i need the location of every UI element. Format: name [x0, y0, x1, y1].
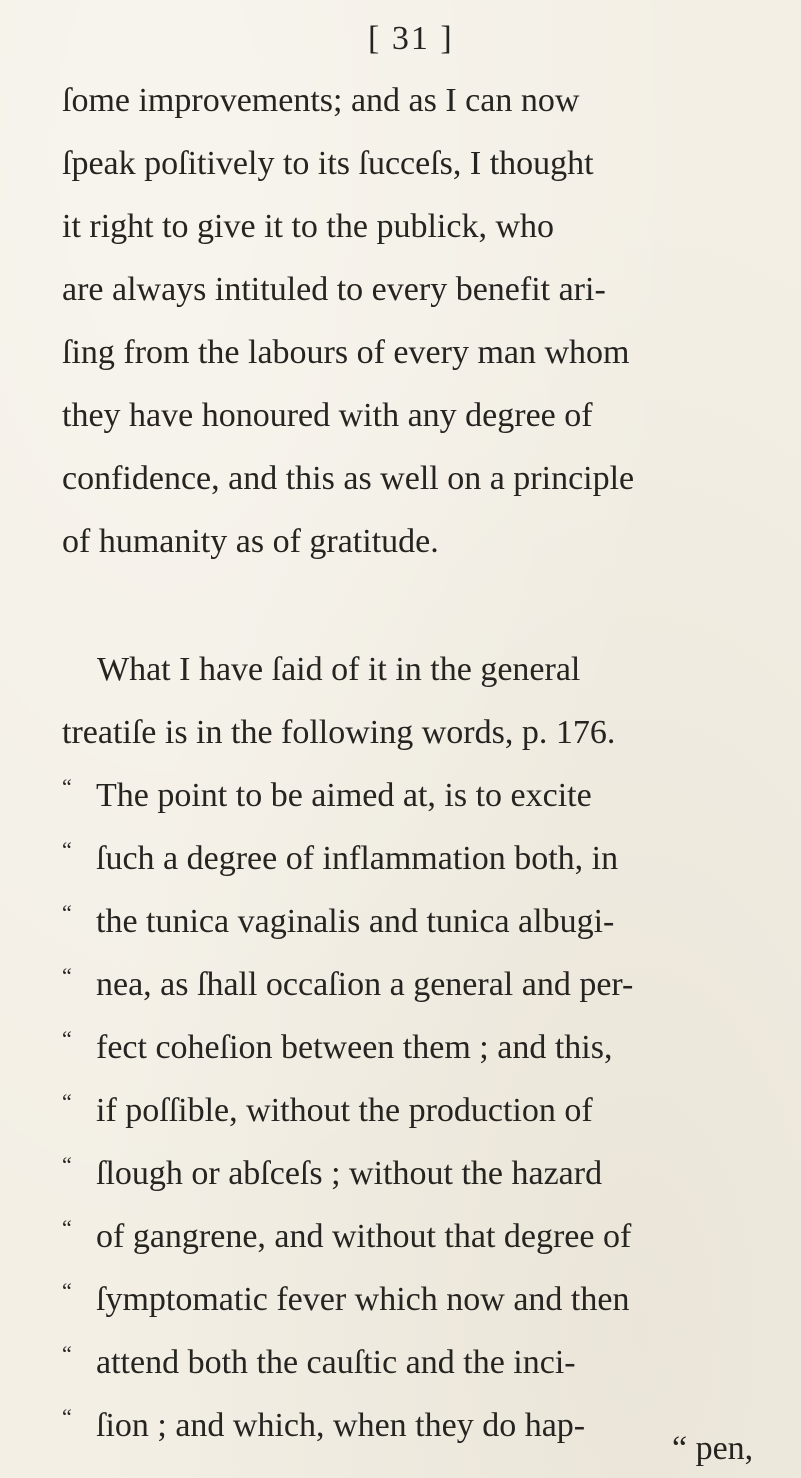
- page-number: [ 31 ]: [368, 20, 454, 57]
- quote-line: “ The point to be aimed at, is to excite: [62, 773, 592, 814]
- text-line: are always intituled to every benefit ari-: [62, 271, 606, 308]
- text-line: ſpeak poſitively to its ſucceſs, I thought: [62, 145, 594, 182]
- quote-line: “ ſlough or abſceſs ; without the hazard: [62, 1151, 603, 1192]
- quote-line: “ ſuch a degree of inflammation both, in: [62, 836, 619, 877]
- quote-line: “ the tunica vaginalis and tunica albugi-: [62, 899, 615, 940]
- quote-line: “ if poſſible, without the production of: [62, 1088, 593, 1129]
- quote-line: “ ſion ; and which, when they do hap-: [62, 1403, 586, 1444]
- text-line: ſome improvements; and as I can now: [62, 82, 580, 119]
- quote-line: “ attend both the cauſtic and the inci-: [62, 1340, 576, 1381]
- text-line: it right to give it to the publick, who: [62, 208, 555, 245]
- catchword: “ pen,: [672, 1430, 754, 1467]
- quote-line: “ fect coheſion between them ; and this,: [62, 1025, 613, 1066]
- text-line: ſing from the labours of every man whom: [62, 334, 630, 371]
- text-line: of humanity as of gratitude.: [62, 523, 439, 560]
- quote-line: “ of gangrene, and without that degree of: [62, 1214, 632, 1255]
- text-line: they have honoured with any degree of: [62, 397, 593, 434]
- quote-line: “ nea, as ſhall occaſion a general and per-: [62, 962, 634, 1003]
- text-line: treatiſe is in the following words, p. 176.: [62, 714, 616, 751]
- text-line: confidence, and this as well on a principle: [62, 460, 635, 497]
- text-line: What I have ſaid of it in the general: [97, 651, 581, 688]
- quote-line: “ ſymptomatic fever which now and then: [62, 1277, 630, 1318]
